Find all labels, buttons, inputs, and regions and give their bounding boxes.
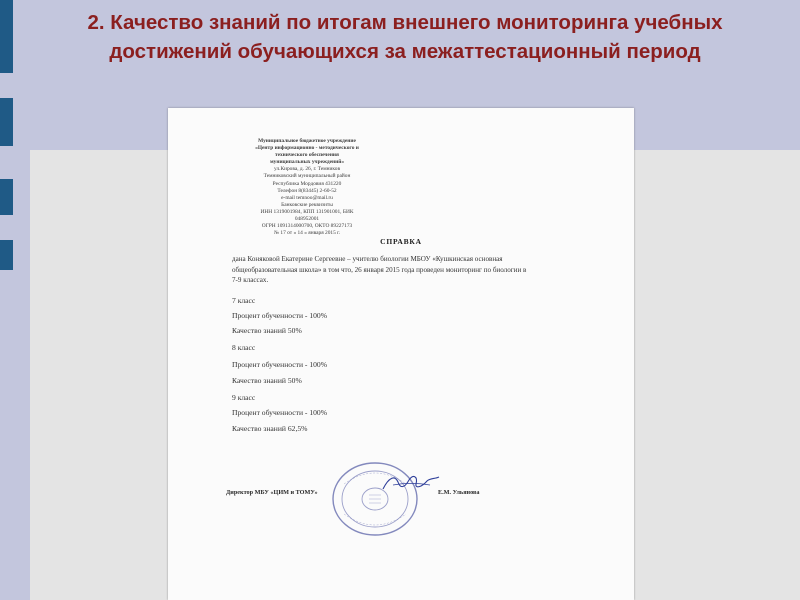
document-title: СПРАВКА [380, 237, 422, 246]
side-accent-mark-4 [0, 240, 13, 270]
scanned-document-page [168, 108, 634, 600]
letterhead-line: «Центр информационно - методического и [255, 145, 359, 152]
signature-position: Директор МБУ «ЦИМ и ТОМУ» [226, 489, 318, 496]
letterhead-line: Темниковский муниципальный район [263, 173, 351, 180]
percent-line: Процент обученности - 100% [232, 311, 328, 320]
letterhead-line: Республика Мордовия 431220 [272, 180, 342, 187]
quality-line: Качество знаний 50% [232, 326, 302, 335]
letterhead-line: муниципальных учреждений» [269, 159, 345, 166]
document-intro: дана Коняковой Екатерине Сергеевне – учителю биологии МБОУ «Кушкинская основная общеобразовательная школа» в том что, 26 января 2015 года проведен мониторинг по биологии в 7-9 классах. [232, 255, 527, 284]
letterhead [212, 138, 402, 237]
quality-line: Качество знаний 50% [232, 376, 302, 385]
letterhead-line: № 17 от « 14 » января 2015 г. [273, 230, 341, 237]
letterhead-line: Банковские реквизиты [281, 201, 333, 208]
letterhead-line: Телефон 8(83445) 2-60-52 [277, 187, 337, 194]
letterhead-line: 048952001 [294, 216, 320, 223]
quality-line: Качество знаний 62,5% [232, 424, 308, 433]
class-label: 7 класс [232, 296, 256, 305]
letterhead-line: ОГРН 1091314000700, ОКТО 89227173 [261, 223, 353, 230]
percent-line: Процент обученности - 100% [232, 360, 328, 369]
side-accent-mark-3 [0, 179, 13, 215]
letterhead-line: ул.Кирова, д. 26, г. Темников [274, 166, 340, 173]
signature-name: Е.М. Ульянова [438, 489, 480, 496]
class-label: 8 класс [232, 343, 256, 352]
percent-line: Процент обученности - 100% [232, 408, 328, 417]
letterhead-line: технического обеспечения [275, 152, 339, 159]
letterhead-line: e-mail temnoo@mail.ru [281, 194, 333, 201]
letterhead-line: Муниципальное бюджетное учреждение [258, 138, 356, 144]
side-accent-mark-2 [0, 98, 13, 146]
slide-title: 2. Качество знаний по итогам внешнего мониторинга учебных достижений обучающихся за межаттестационный период [87, 11, 723, 63]
class-label: 9 класс [232, 393, 256, 402]
side-accent-mark-1 [0, 0, 13, 73]
signature-line [226, 489, 516, 501]
letterhead-line: ИНН 1319001984, КПП 131901001, БИК [260, 208, 354, 215]
